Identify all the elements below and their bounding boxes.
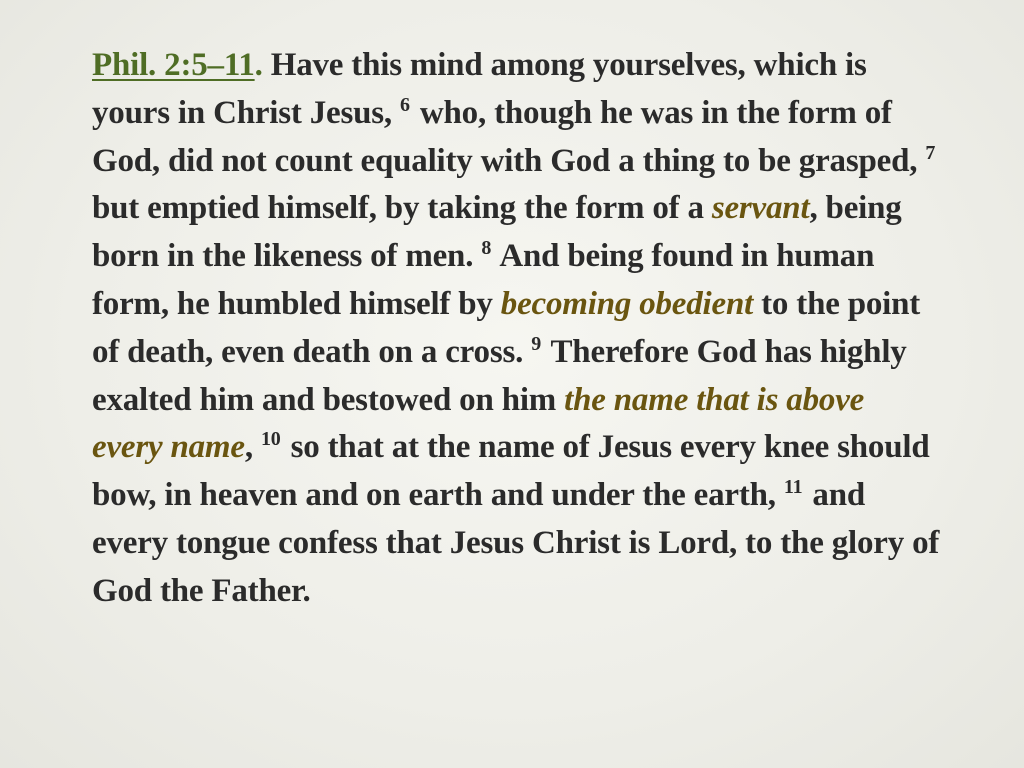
passage-text: and every tongue confess that Jesus Christ is Lord, to the glory of God the Father. (92, 477, 940, 609)
passage-text: Therefore God has highly exalted him and bestowed on him (92, 333, 907, 418)
scripture-passage (92, 42, 942, 616)
emphasis-name-above-every-name: the name that is above every name (92, 381, 865, 466)
passage-text: so that at the name of Jesus every knee should bow, in heaven and on earth and under the earth, (92, 429, 930, 514)
verse-number-9: 9 (531, 332, 542, 355)
verse-number-7: 7 (925, 141, 936, 164)
passage-text: And being found in human form, he humbled himself by (92, 238, 875, 322)
emphasis-becoming-obedient: becoming obedient (500, 285, 754, 322)
passage-text: Have this mind among yourselves, which is yours in Christ Jesus, (92, 47, 867, 131)
passage-text: , being born in the likeness of men. (92, 190, 902, 275)
passage-text: who, though he was in the form of God, did not count equality with God a thing to be grasped, (92, 94, 926, 179)
passage-text: , (244, 429, 261, 466)
verse-number-11: 11 (783, 476, 803, 499)
verse-number-8: 8 (481, 237, 492, 260)
scripture-reference-link[interactable]: Phil. 2:5–11 (92, 47, 255, 83)
passage-text: to the point of death, even death on a cross. (92, 285, 921, 370)
verse-number-10: 10 (260, 428, 281, 451)
reference-period: . (254, 47, 263, 83)
verse-number-6: 6 (400, 93, 410, 116)
emphasis-servant: servant (711, 190, 810, 227)
passage-text: but emptied himself, by taking the form of a (92, 190, 712, 227)
